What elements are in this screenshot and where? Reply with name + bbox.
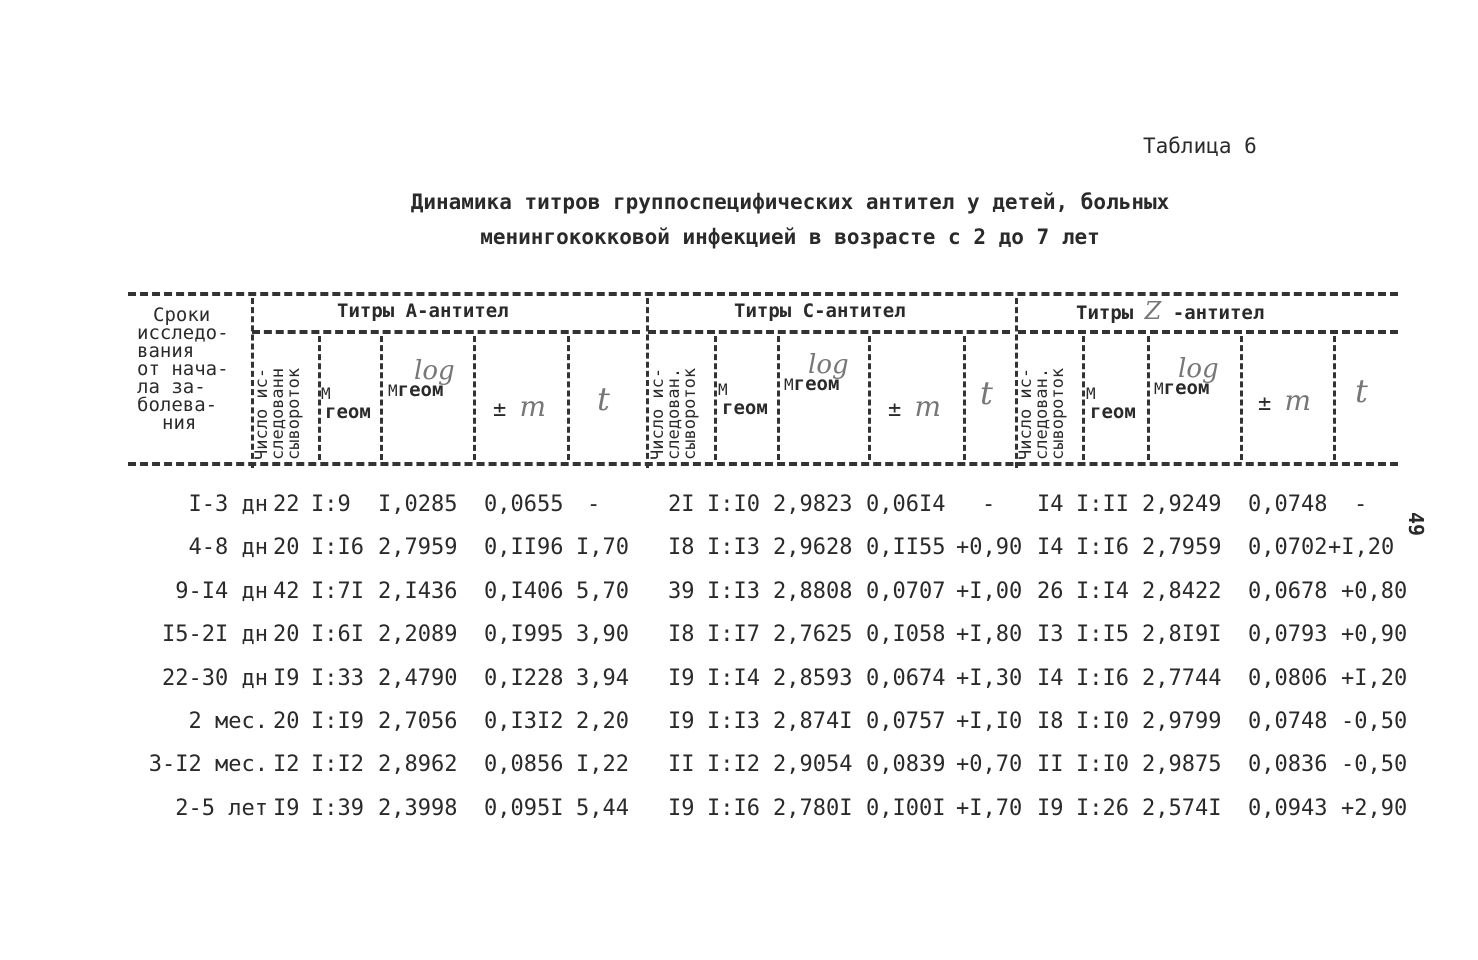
titer-a-cell: I:9 [311,492,351,517]
m-letter: M [784,375,794,394]
count-c-cell: 39 [668,579,695,604]
column-separator [714,336,717,460]
count-header-line: сывороток [1048,367,1068,460]
t-c-cell: +0,90 [956,535,1023,560]
count-a-cell: I9 [273,796,300,821]
count-header-line: сывороток [680,367,700,460]
count-c-cell: I9 [668,666,695,691]
log-c-cell: 2,9628 [773,535,853,560]
log-z-cell: 2,7959 [1142,535,1222,560]
log-a-cell: 2,2089 [378,622,458,647]
period-header-line: от нача- [137,358,229,380]
m-z-cell: 0,0748 [1248,492,1328,517]
log-a-cell: 2,4790 [378,666,458,691]
t-c-cell: +I,80 [956,622,1023,647]
log-z-cell: 2,8I9I [1142,622,1222,647]
titer-c-cell: I:I3 [707,535,760,560]
group-header-z-suffix: -антител [1172,302,1265,324]
titer-a-cell: I:6I [311,622,364,647]
count-c-cell: I9 [668,709,695,734]
table-row [0,535,1478,561]
titer-z-cell: I:I4 [1076,579,1129,604]
group-header-z-prefix: Титры [1076,302,1134,324]
m-z-cell: 0,0836 [1248,752,1328,777]
titer-z-cell: I:I5 [1076,622,1129,647]
table-title-line-2: менингококковой инфекцией в возрасте с 2 до 7 лет [480,225,1100,249]
m-letter: M [1086,384,1096,403]
count-header-line: следован. [664,367,684,460]
period-cell: 2 мес. [188,709,268,734]
period-cell: 9-I4 дн [175,579,268,604]
subheader-rule-c [648,330,1010,334]
log-c-cell: 2,8808 [773,579,853,604]
m-a-cell: 0,I406 [484,579,564,604]
table-row [0,752,1478,778]
log-c-cell: 2,9823 [773,492,853,517]
mgeom-header [718,380,768,418]
table-row [0,796,1478,822]
titer-z-cell: I:26 [1076,796,1129,821]
m-c-cell: 0,06I4 [866,492,946,517]
table-row [0,492,1478,518]
t-z-cell: +0,80 [1341,579,1408,604]
m-z-cell: 0,0943 [1248,796,1328,821]
t-z-cell: +2,90 [1341,796,1408,821]
t-a-cell: 3,94 [576,666,629,691]
log-label: log [1178,354,1219,384]
count-c-cell: I9 [668,796,695,821]
t-c-cell: +I,00 [956,579,1023,604]
count-a-cell: 22 [273,492,300,517]
count-a-cell: 20 [273,535,300,560]
m-c-cell: 0,II55 [866,535,946,560]
t-z-cell: -0,50 [1341,709,1408,734]
period-header-line: исследо- [137,322,229,344]
log-mgeom-header [784,350,849,395]
plus-minus-sign: ± [888,397,902,422]
header-bottom-rule [128,462,1398,466]
period-header-line: ла за- [137,376,206,398]
titer-a-cell: I:I2 [311,752,364,777]
count-z-cell: I8 [1037,709,1064,734]
period-cell: 22-30 дн [162,666,268,691]
column-separator [963,336,966,460]
t-a-cell: 3,90 [576,622,629,647]
m-error-label: m [1284,384,1312,417]
count-header-line: сывороток [284,367,304,460]
count-header-line: следованн [268,367,288,460]
geom-label: геом [793,373,840,395]
log-c-cell: 2,8593 [773,666,853,691]
m-z-cell: 0,0806 [1248,666,1328,691]
titer-a-cell: I:33 [311,666,364,691]
log-c-cell: 2,9054 [773,752,853,777]
m-z-cell: 0,0702 [1248,535,1328,560]
count-header-line: Число ис- [252,367,272,460]
page-number: 49 [1404,512,1428,537]
mgeom-header [1086,384,1136,422]
t-a-cell: - [587,492,601,517]
group-header-a: Титры А-антител [337,300,509,322]
t-a-cell: I,22 [576,752,629,777]
t-a-cell: 5,44 [576,796,629,821]
count-c-cell: I8 [668,535,695,560]
geom-label: геом [397,379,444,401]
subheader-rule-a [252,330,640,334]
count-header-z [1018,334,1066,460]
m-z-cell: 0,0678 [1248,579,1328,604]
period-header-line: ния [162,412,197,434]
count-c-cell: 2I [668,492,695,517]
t-z-cell: +I,20 [1328,535,1395,560]
titer-a-cell: I:I6 [311,535,364,560]
m-c-cell: 0,I058 [866,622,946,647]
titer-z-cell: I:I0 [1076,709,1129,734]
count-a-cell: 20 [273,709,300,734]
m-a-cell: 0,095I [484,796,564,821]
period-cell: I5-2I дн [162,622,268,647]
header-top-rule [128,292,1398,296]
log-c-cell: 2,874I [773,709,853,734]
t-c-cell: +0,70 [956,752,1023,777]
log-a-cell: I,0285 [378,492,458,517]
column-separator [251,298,254,468]
t-a-cell: 5,70 [576,579,629,604]
t-a-cell: I,70 [576,535,629,560]
pm-m-header [493,390,546,423]
t-c-cell: +I,30 [956,666,1023,691]
pm-m-header [888,390,941,423]
t-z-cell: -0,50 [1341,752,1408,777]
table-label: Таблица 6 [1143,134,1257,158]
titer-c-cell: I:I2 [707,752,760,777]
count-z-cell: II [1037,752,1064,777]
column-separator [1333,336,1336,460]
count-header-line: Число ис- [1016,367,1036,460]
count-c-cell: II [668,752,695,777]
geom-label: геом [722,397,768,419]
count-a-cell: I2 [273,752,300,777]
table-row [0,622,1478,648]
geom-label: геом [325,401,371,423]
log-c-cell: 2,7625 [773,622,853,647]
geom-label: геом [1163,377,1210,399]
t-c-cell: - [982,492,996,517]
log-mgeom-header [388,356,455,401]
titer-a-cell: I:7I [311,579,364,604]
titer-z-cell: I:I0 [1076,752,1129,777]
m-c-cell: 0,0707 [866,579,946,604]
titer-a-cell: I:I9 [311,709,364,734]
t-c-cell: +I,70 [956,796,1023,821]
group-header-z-letter: Z [1144,297,1162,325]
m-c-cell: 0,0757 [866,709,946,734]
group-header-c: Титры С-антител [734,300,906,322]
period-header-line: болева- [137,394,218,416]
titer-c-cell: I:I0 [707,492,760,517]
m-error-label: m [519,390,547,423]
column-separator [1240,336,1243,460]
count-header-line: Число ис- [648,367,668,460]
column-separator [1147,336,1150,460]
count-z-cell: I4 [1037,492,1064,517]
m-letter: M [718,380,728,399]
log-z-cell: 2,9799 [1142,709,1222,734]
column-separator [1015,298,1018,468]
mgeom-header [321,384,371,422]
log-a-cell: 2,7959 [378,535,458,560]
count-z-cell: I9 [1037,796,1064,821]
column-separator [646,298,649,468]
t-a-cell: 2,20 [576,709,629,734]
m-c-cell: 0,0674 [866,666,946,691]
titer-z-cell: I:II [1076,492,1129,517]
titer-a-cell: I:39 [311,796,364,821]
period-cell: I-3 дн [188,492,268,517]
m-c-cell: 0,I00I [866,796,946,821]
subheader-rule-z [1018,330,1398,334]
count-z-cell: 26 [1037,579,1064,604]
titer-c-cell: I:I4 [707,666,760,691]
column-separator [567,336,570,460]
titer-z-cell: I:I6 [1076,666,1129,691]
period-cell: 3-I2 мес. [148,752,268,777]
table-row [0,709,1478,735]
m-letter: M [321,384,331,403]
geom-label: геом [1090,401,1136,423]
t-c-cell: +I,I0 [956,709,1023,734]
m-a-cell: 0,I995 [484,622,564,647]
period-header-line: Сроки [153,304,211,326]
column-separator [1082,336,1085,460]
titer-c-cell: I:I6 [707,796,760,821]
count-a-cell: 20 [273,622,300,647]
m-a-cell: 0,I228 [484,666,564,691]
count-header-a [254,334,302,460]
titer-z-cell: I:I6 [1076,535,1129,560]
log-z-cell: 2,574I [1142,796,1222,821]
log-label: log [414,356,455,386]
period-cell: 2-5 лет [175,796,268,821]
m-a-cell: 0,0655 [484,492,564,517]
group-header-z [1076,297,1265,325]
m-z-cell: 0,0793 [1248,622,1328,647]
count-a-cell: 42 [273,579,300,604]
log-label: log [808,350,849,380]
log-z-cell: 2,9249 [1142,492,1222,517]
table-title-line-1: Динамика титров группоспецифических антител у детей, больных [410,190,1170,214]
t-header: t [597,380,610,418]
m-c-cell: 0,0839 [866,752,946,777]
count-c-cell: I8 [668,622,695,647]
period-header-line: вания [137,340,195,362]
table-row [0,666,1478,692]
column-separator [380,336,383,460]
count-header-c [650,334,698,460]
column-separator [868,336,871,460]
log-z-cell: 2,9875 [1142,752,1222,777]
log-a-cell: 2,I436 [378,579,458,604]
t-z-cell: +I,20 [1341,666,1408,691]
titer-c-cell: I:I3 [707,579,760,604]
log-a-cell: 2,7056 [378,709,458,734]
log-a-cell: 2,8962 [378,752,458,777]
count-z-cell: I3 [1037,622,1064,647]
t-header: t [1355,372,1368,410]
titer-c-cell: I:I7 [707,622,760,647]
titer-c-cell: I:I3 [707,709,760,734]
table-row [0,579,1478,605]
m-error-label: m [914,390,942,423]
log-z-cell: 2,7744 [1142,666,1222,691]
log-a-cell: 2,3998 [378,796,458,821]
log-z-cell: 2,8422 [1142,579,1222,604]
m-letter: M [388,381,398,400]
m-a-cell: 0,I3I2 [484,709,564,734]
m-z-cell: 0,0748 [1248,709,1328,734]
log-c-cell: 2,780I [773,796,853,821]
pm-m-header [1258,384,1311,417]
column-separator [473,336,476,460]
plus-minus-sign: ± [1258,391,1272,416]
m-a-cell: 0,0856 [484,752,564,777]
log-mgeom-header [1154,354,1219,399]
t-z-cell: - [1354,492,1368,517]
period-cell: 4-8 дн [188,535,268,560]
count-header-line: следован. [1032,367,1052,460]
m-a-cell: 0,II96 [484,535,564,560]
t-header: t [980,374,993,412]
count-z-cell: I4 [1037,535,1064,560]
count-z-cell: I4 [1037,666,1064,691]
m-letter: M [1154,379,1164,398]
column-separator [777,336,780,460]
period-header [137,306,229,432]
t-z-cell: +0,90 [1341,622,1408,647]
plus-minus-sign: ± [493,397,507,422]
count-a-cell: I9 [273,666,300,691]
